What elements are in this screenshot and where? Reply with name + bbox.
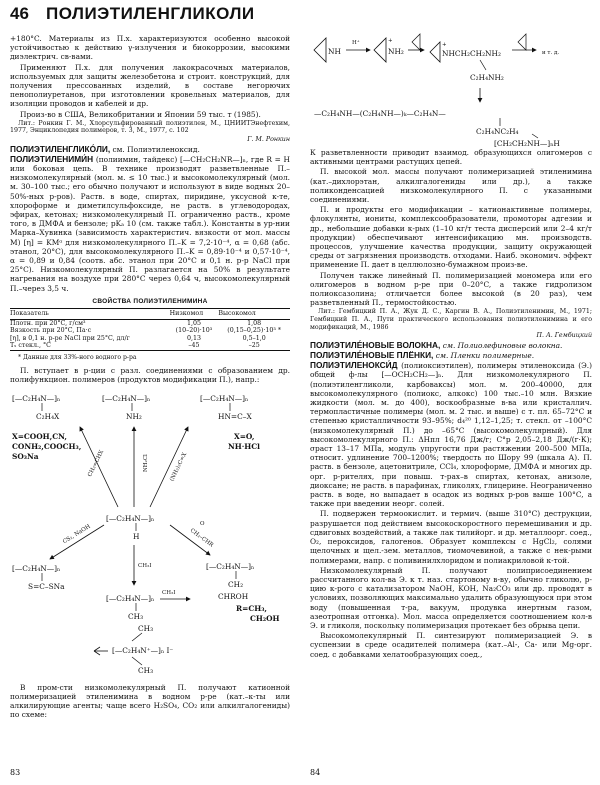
page-number: 46 [10,4,29,23]
entry-peg [10,145,290,154]
entry-term: ПОЛИЭТИЛЕНОКСИ́Д [310,360,398,371]
formula-top-right: [—C₂H₄N—]ₙ [200,393,249,403]
table-cell: –45 [188,342,200,350]
reagent-ring-label: O [200,520,205,527]
article-author: П. А. Гембицкий [536,332,592,340]
entry-term: ПОЛИЭТИЛЕ́НОВЫЕ ВОЛОКНА, [310,339,441,350]
formula-right-sub: CH₂ [228,579,244,589]
table-cell: –25 [248,342,260,350]
table-header: Высокомол [218,309,290,320]
paragraph: Низкомолекулярный П. получают полиприсоединением рассчитанного кол-ва Э. к т. наз. стартовому в-ву, обычно гликолю, р-цию к-рого с катализатором NaOH, KOH, Na₂CO₃ или др. проводят в условиях, позволяющих максимально удалить образующуюся при этом воду (повышенная т-ра, вакуум, продувка инертным газом, азеотропная отгонка). Мол. масса определяется соотношением кол-в Э. и гликоля, поскольку полимеризация протекает без обрыва цепи. [310,565,592,630]
paragraph: П. вступает в р-ции с разл. соединениями с образованием др. полифункцион. полимеров (продуктов модификации П.), напр.: [10,366,290,385]
table-cell: Вязкость при 20°C, Па·с [10,327,92,335]
entry-body: (полиоксиэтилен), полимеры этиленоксида (Э.) общей ф-лы [—OCH₂CH₂—]ₙ. Для низкомолекулярного П. (полиэтиленгликоли, карбоваксы) мол. м. 200–40000, для высокомолекулярного (полиокс, алкокс) 100 тыс.–10 млн. Вязкие жидкости (мол. м. до 400), воскообразные в-ва или кристаллич. термопластичные полимеры (мол. м. 2 тыс. и выше) с т. пл. 65–72°C и степенью кристалличности 93–95%; d₄²⁰ 1,12–1,25; т. стекл. от –100°C (низкомолекулярный П.) до –65°C (высокомолекулярный). Для высокомолекулярного П.: ΔHпл 16,76 Дж/г; C°p 2,05–2,18 Дж/(г·К); σраст 13–17 МПа, модуль упругости при растяжении 200–500 МПа, относит. удлинение 700–1200%; твердость по Шору 99 (шкала А). П. раств. в бензоле, ацетонитриле, CCl₄, хлороформе, ДМФА и многих др. орг. р-рителях, при повыш. т-рах–в спиртах, кетонах, анизоле, диоксане; не раств. в парафинах, гликолях, глицерине. Неограниченно раств. в воде, но выпадает в осадок из водных р-ров выше 100°C, а также при введении неорг. солей. [310,361,592,509]
entry-films [310,351,592,360]
formula-right-sub: CHROH [218,591,249,601]
dimer-formula: NHCH₂CH₂NH₂ [442,49,501,58]
table-cell: Плотн. при 20°C, г/см³ [10,319,86,327]
branched-polymer: —C₂H₄NH—(C₂H₄NH—)ₖ—C₂H₄N— [314,109,446,118]
footer-page-number: 84 [310,768,321,777]
table-row [10,327,290,335]
table-header: Показатель [10,309,170,320]
paragraph: К разветвленности приводит взаимод. образующихся олигомеров с активными центрами растущих цепей. [310,148,592,167]
paragraph: Высокомолекулярный П. синтезируют полимеризацией Э. в суспензии в среде осадителей полимера (кат.–Al-, Ca- или Mg-орг. соед. с добавками хелатообразующих соед., [310,631,592,659]
formula-top-center-sub: NH₂ [126,411,142,421]
charge-label: + [388,38,393,44]
formula-quaternary: [—C₂H₄N⁺—]ₙ I⁻ [112,645,174,655]
reagent-label: (NH₂)₂C=X [169,451,189,483]
left-column [10,34,290,720]
reagent-label: CH₃I [138,562,152,569]
table-row [10,319,290,327]
formula-quaternary-sub: CH₃ [138,665,154,675]
running-title: ПОЛИЭТИЛЕНГЛИКОЛИ [46,4,255,23]
paragraph: +180°C. Материалы из П.х. характеризуются особенно высокой устойчивостью к действию γ-излучения и биокоррозии, высокими диэлектрич. св-вами. [10,34,290,62]
properties-table [10,308,290,351]
paragraph: Применяют П.х. для получения лакокрасочных материалов, используемых для защиты железобетона и строит. конструкций, для получения прессованных изделий, в составе негорючих пенополиуретанов, при изготовлении кровельных материалов, для изоляции проводов и кабелей и др. [10,62,290,109]
literature-note: Лит.: Ронкин Г. М., Хлорсульфированный полиэтилен, М., ЦНИИТЭнефтехим, 1977, Энциклопедия полимеров, т. 3, М., 1977, с. 102 [10,119,290,135]
formula-left: [—C₂H₄N—]ₙ [12,563,61,573]
entry-fibers [310,341,592,350]
branch-formula: [CH₂CH₂NH—]ₙH [494,139,560,148]
formula-right: [—C₂H₄N—]ₙ [206,561,255,571]
legend-right: CH₂OH [250,613,280,623]
legend-top-left: X=COOH,CN, [12,431,67,441]
entry-peo [310,361,592,508]
right-column [310,30,592,660]
paragraph: П. высокой мол. массы получают полимеризацией этиленимина (кат.–дихлорэтан, алкилгалогениды или др.), а также поликонденсацией низкомолекулярного П. с указанными соединениями. [310,167,592,205]
table-cell: 1,05 [186,319,202,327]
formula-bottom-sub: CH₃ [128,611,144,621]
formula-left-sub: S=C–SNa [28,581,65,591]
table-cell: (0,15–0,25)·10³ * [227,327,282,335]
article-author: Г. М. Ронкин [247,136,290,144]
legend-right: R=CH₃, [236,603,268,613]
table-title: СВОЙСТВА ПОЛИЭТИЛЕНИМИНА [92,297,208,305]
entry-pei [10,155,290,293]
monomer-aziridine: NH [328,47,341,56]
polymerization-scheme-svg [310,30,592,148]
paragraph: В пром-сти низкомолекулярный П. получают катионной полимеризацией этиленимина в водном р-ре (кат.–к-ты или алкилирующие агенты; чаще всего H₂SO₄, CO₂ или алкилгалогениды) по схеме: [10,682,290,720]
reagent-label: CS₂, NaOH [62,523,92,545]
table-cell: [η], в 0,1 н. р-ре NaCl при 25°C, дл/г [10,334,130,342]
page-header [10,4,590,26]
formula-top-right-sub: HN=C–X [218,411,252,421]
table-cell: 0,13 [186,334,202,342]
entry-ref: см. Полиолефиновые волокна. [442,340,563,350]
table-cell: 0,5–1,0 [242,334,266,342]
formula-bottom: [—C₂H₄N—]ₙ [106,593,155,603]
reaction-scheme [10,389,290,679]
dimer-branch: C₂H₄NH₂ [470,73,504,82]
table-row [10,342,290,350]
formula-top-left-sub: C₂H₄X [36,411,60,421]
entry-ref: см. Полиэтиленоксид. [112,144,200,154]
table-cell: (10–20)·10³ [175,327,213,335]
reagent-label: NH₂Cl [143,453,149,472]
polymerization-scheme [310,30,592,148]
table-cell: Tₛ стекл., °C [10,342,51,350]
catalyst-label: H⁺ [352,40,360,46]
footer-page-number: 83 [10,768,21,777]
literature-note: Лит.: Гембицкий П. А., Жук Д. С., Каргин В. А., Полиэтиленимин, М., 1971; Гембицкий П. А., Пути практического использования полиэтиленимина и его модификаций, М., 1986 [310,308,592,331]
paragraph: П. и продукты его модификации – катионактивные полимеры, флокулянты, иониты, комплексообразователи, промоторы адгезии и др., небольшие добавки к-рых (1–10 кг/т теста дисперсий или 2–4 кг/т продукции) обеспечивают интенсификацию мн. производств. процессов, улучшение качества продукции, защиту окружающей среды от загрязнения производств. отходами. Наиб. экономич. эффект применение П. дает в целлюлозно-бумажном произ-ве. [310,205,592,270]
formula-top-center: [—C₂H₄N—]ₙ [102,393,151,403]
paragraph: Получен также линейный П. полимеризацией мономера или его олигомеров в водном р-ре при 0–20°C, а также гидролизом полиоксазолина; отличается более высокой (в 20 раз), чем разветвленный П., термостойкостью. [310,270,592,308]
formula-center-sub: H [133,531,140,541]
entry-ref: см. Пленки полимерные. [435,351,535,361]
table-row [10,335,290,343]
formula-quaternary-sub: CH₃ [138,623,154,633]
legend-top-right: NH·HCl [228,441,260,451]
legend-top-right: X=O, [234,431,255,441]
entry-body: (полиимин, тайдекс) [—CH₂CH₂NR—]ₙ, где R = H или боковая цепь. В технике производят разветвленные П.–низкомолекулярный (мол. м. ≤ 10 тыс.) и высокомолекулярный (мол. м. 30–100 тыс.; его обычно получают и используют в виде водных 20–50%-ных р-ров). Раств. в воде, спиртах, пиридине, уксусной к-те, хлороформе и диметилсульфоксиде, не раств. в углеводородах, эфирах, кетонах; низкомолекулярный П. ограниченно раств., кроме того, в ДМФА и бензоле; pKₐ 10 (см. также табл.). Константы в ур-нии Марка–Хувинка (зависимость характеристич. вязкости от мол. массы M) [η] = KMᵅ для низкомолекулярного П.–K = 7,2·10⁻⁴, α = 0,68 (абс. этанол, 20°C), для высокомолекулярного П.–K = 0,89·10⁻⁴ и 0,57·10⁻⁴, α = 0,89 и 0,84 (соотв. абс. этанол при 20°C и 0,1 н. р-р NaCl при 25°C). Низкомолекулярный П. разлагается на 50% в результате нагревания на воздухе при 280°C через 0,64 ч, высокомолекулярный П.–через 3,5 ч. [10,154,290,293]
paragraph: П. подвержен термоокислит. и термич. (выше 310°C) деструкции, разрушается под действием высокоскоростного перемешивания и др. сдвиговых воздействий, а также лак тилийорг. и др. металлоорг. соед., O₂, пероксидов, галогенов. Образует комплексы с HgCl₂, солями щелочных и щел.-зем. металлов, тиомочевиной, а также с нек-рыми полимерами, напр. с поливинилхлоридом и полиакриловой к-той. [310,509,592,565]
branch-formula: C₂H₄NC₂H₄ [476,127,519,136]
paragraph: Произ-во в США, Великобритании и Японии 59 тыс. т (1985). [20,109,261,119]
reagent-label: CH₂=CHX [87,449,106,478]
charge-label: + [442,42,447,48]
table-header: Низкомол [170,309,219,320]
formula-top-left: [—C₂H₄N—]ₙ [12,393,61,403]
reagent-label: CH₃I [162,589,176,596]
entry-term: ПОЛИЭТИЛЕНИМИ́Н [10,153,94,164]
entry-term: ПОЛИЭТИЛЕНГЛИКО́ЛИ, [10,143,111,154]
entry-term: ПОЛИЭТИЛЕ́НОВЫЕ ПЛЁНКИ, [310,350,434,361]
etc-label: и т. д. [542,50,560,56]
aziridinium: NH₂ [388,47,404,56]
table-cell: 1,08 [247,319,262,327]
reaction-scheme-svg [10,389,290,679]
legend-top-left: SO₃Na [12,451,39,461]
reagent-label: CH₂–CHR [188,527,215,549]
table-footnote: * Данные для 33%-ного водного р-ра [18,354,137,362]
formula-center: [—C₂H₄N—]ₙ [106,513,155,523]
legend-top-left: CONH₂,COOCH₃, [12,441,82,451]
